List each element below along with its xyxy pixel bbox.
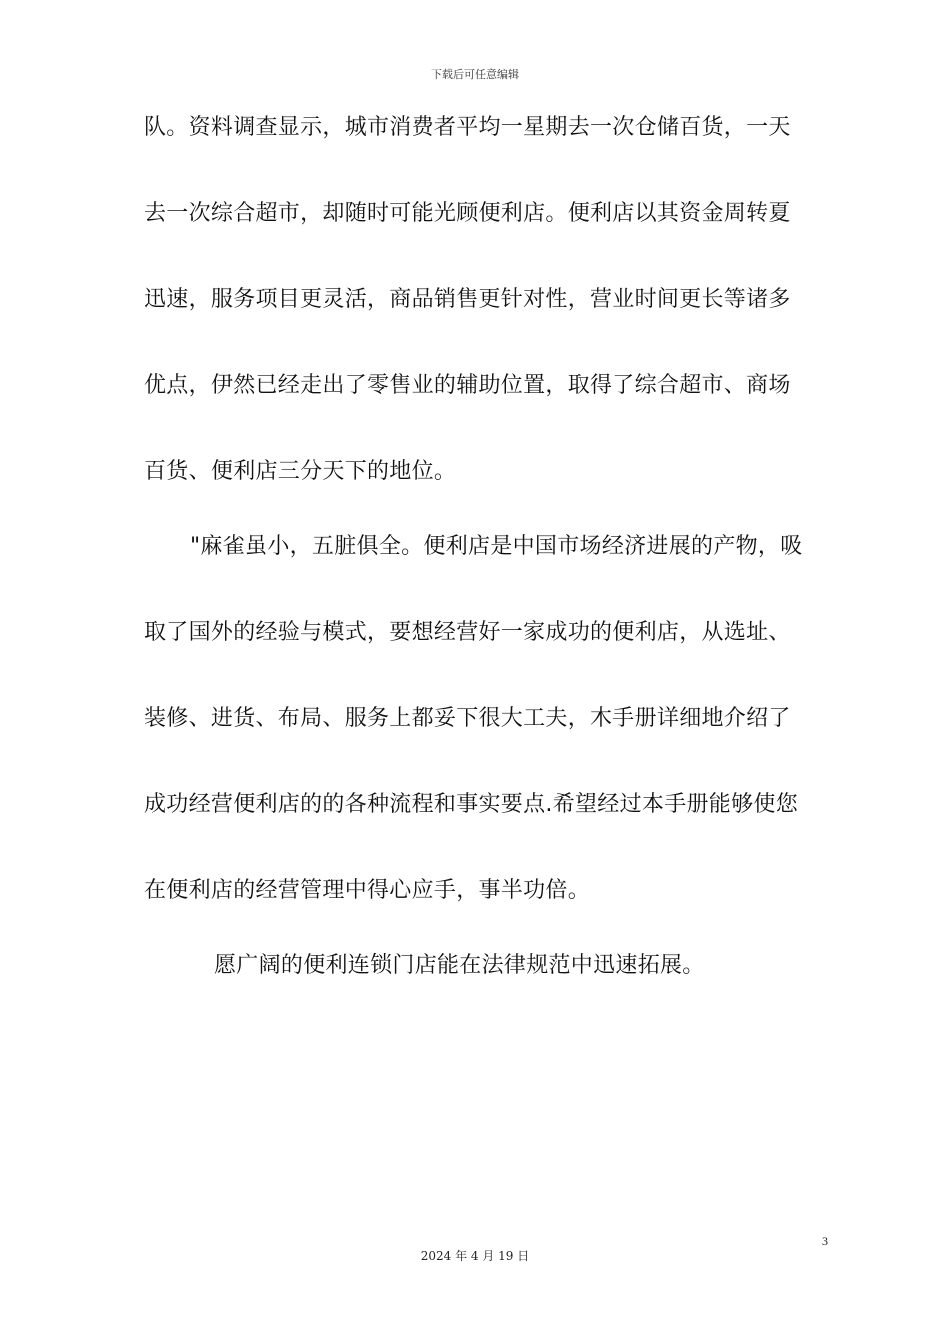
text-line-3: 迅速，服务项目更灵活，商品销售更针对性，营业时间更长等诸多: [144, 287, 791, 312]
page-number: 3: [822, 1234, 828, 1248]
text-line-8: 装修、进货、布局、服务上都妥下很大工夫，木手册详细地介绍了: [144, 706, 791, 731]
text-line-11: 愿广阔的便利连锁门店能在法律规范中迅速拓展。: [214, 953, 705, 978]
text-line-5: 百货、便利店三分天下的地位。: [144, 459, 457, 484]
page-header: 下载后可任意编辑: [431, 68, 519, 81]
text-line-2: 去一次综合超市，却随时可能光顾便利店。便利店以其资金周转夏: [144, 201, 791, 226]
text-line-4: 优点，伊然已经走出了零售业的辅助位置，取得了综合超市、商场: [144, 373, 791, 398]
text-line-6: "麻雀虽小，五脏俱全。便利店是中国市场经济进展的产物，吸: [190, 534, 803, 559]
footer-date: 2024 年 4 月 19 日: [420, 1249, 530, 1263]
text-line-9: 成功经营便利店的的各种流程和事实要点.希望经过本手册能够使您: [144, 792, 798, 817]
text-line-10: 在便利店的经营管理中得心应手，事半功倍。: [144, 878, 591, 903]
text-line-7: 取了国外的经验与模式，要想经营好一家成功的便利店，从选址、: [144, 620, 791, 645]
text-line-1: 队。资料调查显示，城市消费者平均一星期去一次仓储百货，一天: [144, 115, 791, 140]
